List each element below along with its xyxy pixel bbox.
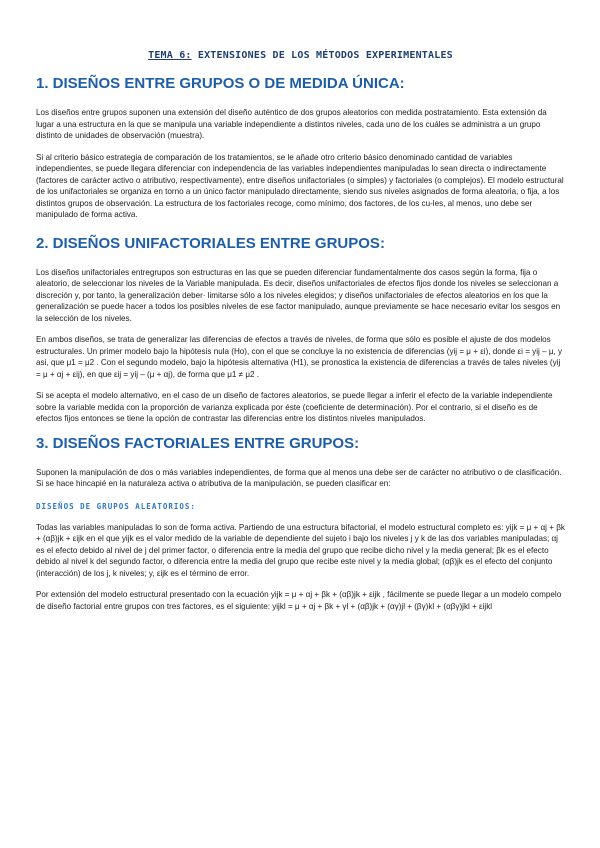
title-topic-number: TEMA 6: [148, 50, 192, 61]
section-1-paragraph-2: Si al criterio básico estrategia de comparación de los tratamientos, se le añade otro criterio básico denominado cantidad de variables independientes, se puede llegara diferenciar con independencia de las variables independientes manipuladas lo sean directa o indirectamente (factores de carácter activo o atributivo, respectivamente), entre diseños unifactoriales (o simples) y factoriales (o complejos). El modelo estructural de los unifactoriales se organiza en torno a un único factor manipulado directamente, siendo sus niveles asignados de forma aleatoria, o fija, a los distintos grupos de observación. La estructura de los factoriales recoge, como mínimo, dos factores, de los cu-les, al menos, uno debe ser manipulado de forma activa. [36, 152, 564, 219]
section-2-paragraph-1: Los diseños unifactoriales entregrupos son estructuras en las que se pueden diferenciar fundamentalmente dos casos según la forma, fija o aleatorio, de seleccionar los niveles de la Variable manipulada. Es decir, diseños unifactoriales de efectos fijos donde los niveles se seleccionan a discreción y, por tanto, la generalización deber· limitarse sólo a los niveles elegidos; y diseños unifactoriales de efectos aleatorios en los que la generalización se puede hacer a todos los posibles niveles de ese factor manipulado, aunque previamente se hace necesario evitar los sesgos en la selección de los niveles. [36, 267, 561, 323]
section-2-paragraph-3: Si se acepta el modelo alternativo, en el caso de un diseño de factores aleatorios, se puede llegar a inferir el efecto de la variable independiente sobre la variable medida con la proporción de varianza explicada por éste (coeficiente de determinación). Por el contrario, si el diseño es de efectos fijos entonces se tiene la opción de contrastar las diferencias entre los distintos niveles manipulados. [36, 391, 553, 423]
section-3-paragraph-1: Suponen la manipulación de dos o más variables independientes, de forma que al menos una debe ser de carácter no atributivo o de clasificación. Si se hace hincapié en la naturaleza activa o atributiva de la manipulación, se pueden clasificar en: [36, 467, 562, 488]
subsection-paragraph-1: Todas las variables manipuladas lo son de forma activa. Partiendo de una estructura bifactorial, el modelo estructural completo es: yijk = μ + αj + βk + (αβ)jk + εijk en el que yijk es el valor medido de la variable de dependiente del sujeto i bajo los niveles j y k de las dos variables manipuladas; αj es el efecto debido al nivel de j del primer factor, o diferencia entre la media del grupo que recibe dicho nivel y la media general; βk es el efecto debido al nivel k del segundo factor, o diferencia entre la media del grupo que recibe este nivel y la media global; (αβ)jk es el efecto del conjunto (interacción) de los j, k niveles; y, εijk es el término de error. [36, 522, 565, 578]
section-heading-2: 2. DISEÑOS UNIFACTORIALES ENTRE GRUPOS: [36, 234, 385, 252]
subsection-paragraph-2: Por extensión del modelo estructural presentado con la ecuación yijk = μ + αj + βk + (αβ)jk + εijk , fácilmente se puede llegar a un modelo compelo de diseño factorial entre grupos con tres factores, es el siguiente: yijkl = μ + αj + βk + γl + (αβ)jk + (αγ)jl + (βγ)kl + (αβγ)jkl + εijkl [36, 590, 562, 611]
section-heading-3: 3. DISEÑOS FACTORIALES ENTRE GRUPOS: [36, 434, 360, 452]
section-1-paragraph-1: Los diseños entre grupos suponen una extensión del diseño auténtico de dos grupos aleatorios con medida postratamiento. Esta extensión da lugar a una estructura en la que se manipula una variable independiente a distintos niveles, cada uno de los cuáles se administra a un grupo distinto de unidades de observación (muestra). [36, 108, 547, 140]
section-heading-1: 1. DISEÑOS ENTRE GRUPOS O DE MEDIDA ÚNICA: [36, 75, 405, 92]
document-title [36, 50, 565, 61]
title-text: EXTENSIONES DE LOS MÉTODOS EXPERIMENTALES [191, 50, 453, 61]
subsection-heading: DISEÑOS DE GRUPOS ALEATORIOS: [36, 501, 196, 511]
section-2-paragraph-2: En ambos diseños, se trata de generalizar las diferencias de efectos a través de niveles, de forma que sólo es posible el ajuste de dos modelos estructurales. Un primer modelo bajo la hipótesis nula (Ho), con el que se concluye la no existencia de diferencias (yij = μ + εi), donde εi = yij – μ, y asi, que μ1 = μ2 . Con el segundo modelo, bajo la hipótesis alternativa (H1), se pronostica la existencia de diferencias a través de tales niveles (yij = μ + αj + εij), en que εij = yij – (μ + αj), de forma que μ1 ≠ μ2 . [36, 335, 563, 379]
